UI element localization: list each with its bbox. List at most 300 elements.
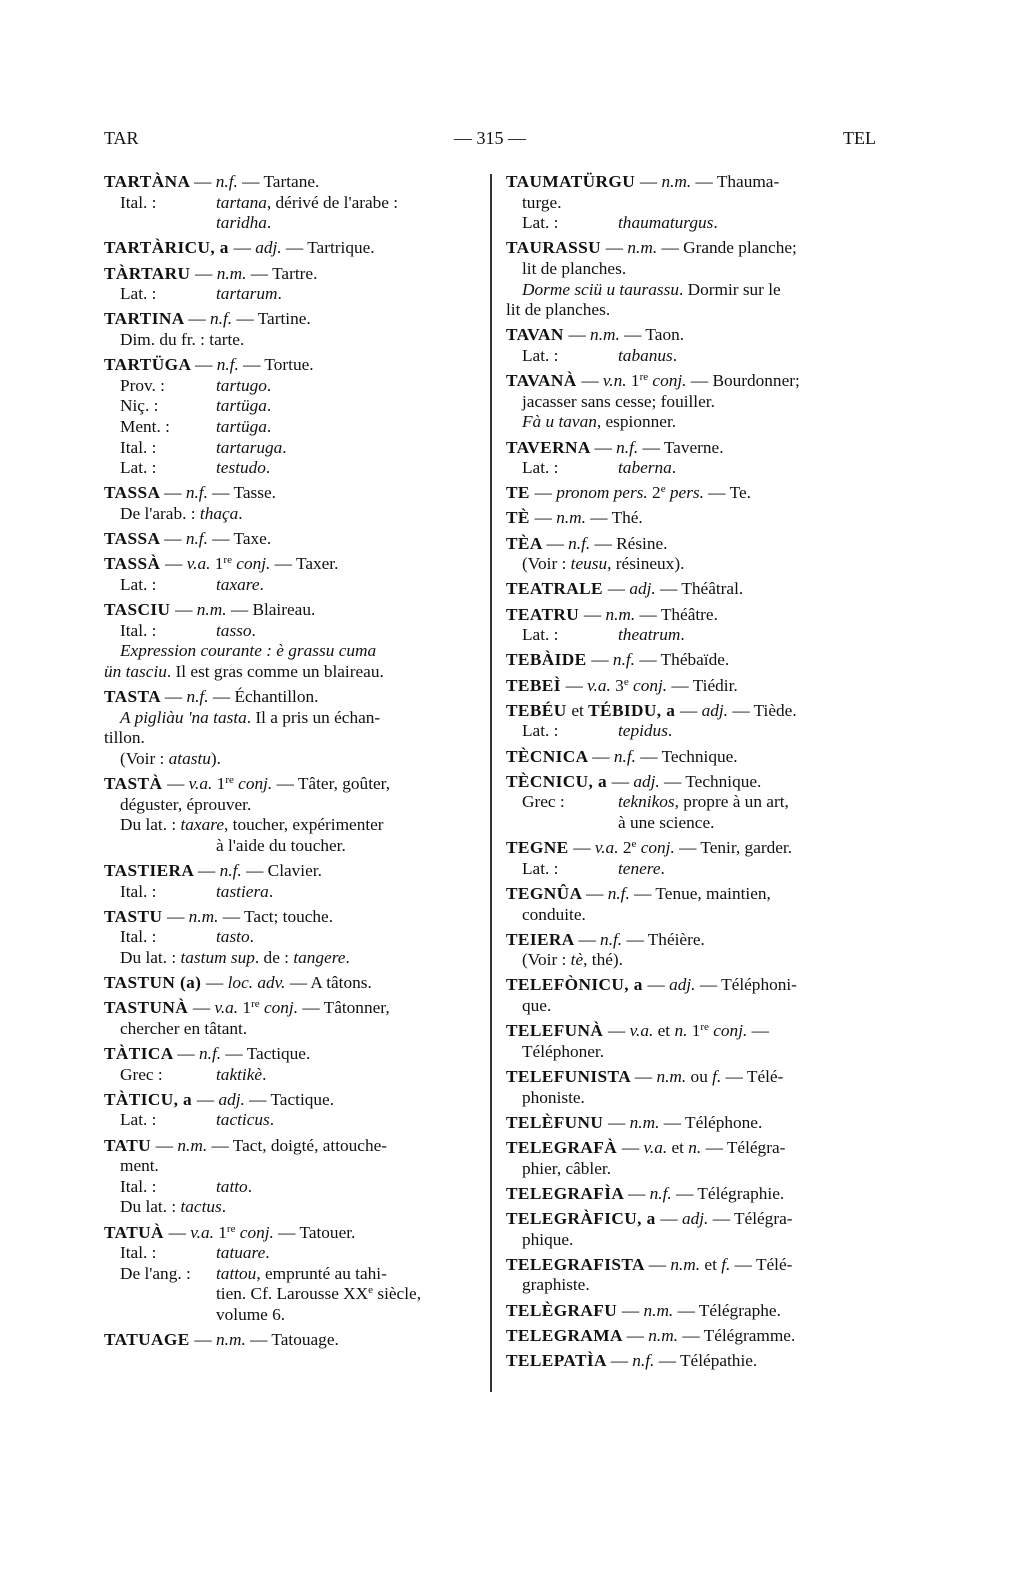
text-run: . <box>269 1110 275 1130</box>
text-run: 2 <box>618 838 632 858</box>
text-run: — <box>177 1044 199 1064</box>
text-run: — <box>546 533 569 553</box>
text-run: — <box>168 1222 191 1242</box>
italic-text: n.m. <box>661 172 692 191</box>
dictionary-entry <box>506 1067 876 1108</box>
text-run: (Voir : <box>522 950 571 970</box>
italic-text: tenere <box>618 858 661 878</box>
entry-detail-line <box>506 458 876 479</box>
superscript: re <box>226 1222 236 1235</box>
text-run: — Taverne. <box>638 437 724 457</box>
entry-detail-line <box>506 346 876 367</box>
text-run: lit de planches. <box>506 300 611 320</box>
headword: TELÈGRAFU <box>506 1300 622 1320</box>
italic-text: Expression courante : è grassu cuma <box>120 641 377 661</box>
superscript: e <box>368 1284 374 1297</box>
text-run: Du lat. : <box>120 815 181 835</box>
entry-headline <box>104 1330 478 1351</box>
entry-headline <box>506 747 876 768</box>
entry-headline <box>506 605 876 626</box>
headword: TÈA <box>506 533 547 553</box>
text-run: — Télégraphe. <box>673 1300 781 1320</box>
headword: TÀTICU, a <box>104 1089 197 1109</box>
headword: TAVANÀ <box>506 371 582 391</box>
text-run: — <box>608 1021 630 1041</box>
text-run: — <box>583 604 606 624</box>
etymology-label: Lat. : <box>120 1110 157 1130</box>
italic-text: tartana <box>216 192 267 212</box>
italic-text: n.m. <box>656 1067 687 1087</box>
entry-detail-line <box>506 813 876 834</box>
entry-headline <box>506 325 876 346</box>
text-run: , toucher, expérimenter <box>224 815 384 835</box>
italic-text: pers. <box>665 483 704 503</box>
italic-text: Dorme sciü u taurassu <box>522 279 679 299</box>
headword: TEBÉU <box>506 700 572 720</box>
text-run: — Tartine. <box>232 309 311 329</box>
text-run: — <box>196 1089 219 1109</box>
dictionary-entry <box>506 650 876 671</box>
italic-text: v.a. <box>214 998 239 1018</box>
dictionary-entry <box>104 483 478 524</box>
text-run: 2 <box>647 483 661 503</box>
italic-text: adj. <box>701 700 728 720</box>
italic-text: v.a. <box>186 554 211 574</box>
etymology-label: Lat. : <box>522 213 559 233</box>
etymology-label: Lat. : <box>522 721 559 741</box>
dictionary-entry <box>506 605 876 646</box>
entry-detail-line <box>104 1177 478 1198</box>
italic-text: tatto <box>216 1176 248 1196</box>
entry-headline <box>506 676 876 697</box>
headword: TÉBIDU, a <box>588 700 680 720</box>
text-run: — Télégra- <box>701 1138 786 1157</box>
entry-headline <box>104 355 478 376</box>
text-run: (Voir : <box>522 554 571 574</box>
text-run: , espionner. <box>596 412 677 432</box>
italic-text: n.m. <box>177 1135 208 1155</box>
text-run: — <box>608 1112 630 1132</box>
etymology-label: Ital. : <box>120 1176 157 1196</box>
entry-headline <box>506 772 876 793</box>
headword: TASSA <box>104 529 165 549</box>
text-run: — Tenue, maintien, <box>629 883 771 903</box>
text-run: — Clavier. <box>241 860 322 880</box>
entry-headline <box>506 1301 876 1322</box>
text-run: — <box>607 579 630 599</box>
etymology-label: Ital. : <box>120 927 157 947</box>
text-run: — <box>192 998 215 1018</box>
dictionary-entry <box>104 309 478 350</box>
italic-text: tattou <box>216 1263 257 1283</box>
text-run: — Télé- <box>721 1067 784 1087</box>
italic-text: n.m. <box>188 906 219 926</box>
text-run: — <box>605 238 628 258</box>
entry-detail-line <box>506 259 876 280</box>
text-run: — <box>610 1350 633 1370</box>
text-run: et <box>700 1254 722 1274</box>
headword: TEGNÛA <box>506 883 587 903</box>
text-run: 1 <box>213 1222 227 1242</box>
text-run: . <box>251 620 256 640</box>
italic-text: ün tasciu <box>104 661 167 681</box>
text-run: , emprunté au tahi- <box>256 1263 387 1283</box>
text-run: — <box>167 906 189 926</box>
entry-detail-line <box>104 1065 478 1086</box>
entry-detail-line <box>506 625 876 646</box>
text-run: — <box>188 309 210 329</box>
italic-text: adj. <box>629 579 656 599</box>
entry-detail-line <box>104 1197 478 1218</box>
text-run: — <box>626 1325 649 1345</box>
entry-headline <box>104 1044 478 1065</box>
entry-headline <box>104 529 478 550</box>
superscript: re <box>639 371 649 384</box>
dictionary-entry <box>506 676 876 697</box>
text-run: 3 <box>610 675 624 695</box>
dictionary-entry <box>506 172 876 234</box>
dictionary-entry <box>104 1330 478 1351</box>
etymology-label: Lat. : <box>120 458 157 478</box>
entry-detail-line <box>506 859 876 880</box>
text-run: — Télégraphie. <box>671 1183 785 1203</box>
entry-detail-line <box>506 950 876 971</box>
text-run: tien. Cf. Larousse XX <box>216 1284 369 1304</box>
italic-text: n.f. <box>219 860 242 880</box>
text-run: . <box>713 213 718 233</box>
headword: TEBÀIDE <box>506 650 592 670</box>
headword: TELEPATÌA <box>506 1350 611 1370</box>
entry-detail-line <box>104 795 478 816</box>
italic-text: conj. <box>233 773 273 793</box>
dictionary-entry <box>506 508 876 529</box>
headword: TASTA <box>104 687 165 706</box>
text-run: — <box>534 483 557 503</box>
headword: TAVERNA <box>506 437 595 457</box>
text-run: — Télégra- <box>708 1208 793 1228</box>
headword: TATUAGE <box>104 1330 195 1350</box>
superscript: e <box>623 675 629 688</box>
text-run: ment. <box>120 1156 159 1176</box>
text-run: , propre à un art, <box>674 792 789 812</box>
text-run: — <box>611 771 634 791</box>
headword: TEIERA <box>506 929 579 949</box>
entry-detail-line <box>104 815 478 836</box>
superscript: re <box>251 998 260 1011</box>
dictionary-entry <box>104 998 478 1039</box>
entry-headline <box>104 238 478 259</box>
headword: TASTIERA <box>104 860 199 880</box>
entry-detail-line <box>506 300 876 321</box>
italic-text: testudo <box>216 458 266 478</box>
entry-headline <box>104 907 478 928</box>
entry-headline <box>506 438 876 459</box>
etymology-label: Ital. : <box>120 881 157 901</box>
text-run: . <box>660 858 665 878</box>
entry-headline <box>104 309 478 330</box>
italic-text: taberna <box>618 458 672 478</box>
text-run: — Tâter, goûter, <box>272 773 391 793</box>
entry-headline <box>506 650 876 671</box>
text-run: — Théâtral. <box>655 579 744 599</box>
entry-detail-line <box>506 213 876 234</box>
dictionary-entry <box>104 973 478 994</box>
italic-text: tacticus <box>216 1110 270 1130</box>
entry-headline <box>506 1184 876 1205</box>
italic-text: taxare <box>180 815 224 835</box>
text-run: De l'arab. : <box>120 503 200 523</box>
dictionary-entry <box>506 747 876 768</box>
text-run: — Tact, doigté, attouche- <box>207 1135 388 1155</box>
text-run: — Télégramme. <box>678 1325 796 1345</box>
text-run: — <box>586 883 608 903</box>
text-run: — <box>621 1300 644 1320</box>
italic-text: n.f. <box>209 309 233 329</box>
headword: TAUMATÜRGU <box>506 172 640 191</box>
text-run: 1 <box>238 998 252 1018</box>
italic-text: v.a. <box>594 838 619 858</box>
text-run: — <box>164 687 187 706</box>
text-run: ). <box>210 748 221 768</box>
italic-text: tastum sup <box>180 947 255 967</box>
italic-text: adj. <box>218 1089 245 1109</box>
italic-text: v.a. <box>587 675 611 695</box>
text-run: . <box>265 1243 270 1263</box>
headword: TASTUNÀ <box>104 998 193 1018</box>
italic-text: n.m. <box>627 238 658 258</box>
entry-detail-line <box>506 193 876 214</box>
entry-headline <box>104 264 478 285</box>
italic-text: taxare <box>216 574 260 594</box>
entry-headline <box>506 1255 876 1276</box>
text-run: et <box>653 1021 675 1041</box>
text-run: — Taxer. <box>270 554 339 574</box>
headword: TÈCNICA <box>506 746 593 766</box>
entry-headline <box>506 1351 876 1372</box>
text-run: tillon. <box>104 728 145 748</box>
headword: TÈCNICU, a <box>506 771 612 791</box>
entry-headline <box>506 975 876 996</box>
italic-text: thaumaturgus <box>618 213 714 233</box>
italic-text: v.a. <box>643 1138 668 1157</box>
text-run: 1 <box>626 371 640 391</box>
text-run: conduite. <box>522 904 586 924</box>
dictionary-entry <box>506 238 876 320</box>
headword: TEATRALE <box>506 579 608 599</box>
text-run: à une science. <box>618 812 715 832</box>
italic-text: taktikè <box>216 1064 263 1084</box>
italic-text: n.m. <box>196 600 227 620</box>
italic-text: n.f. <box>613 746 636 766</box>
text-run: — Téléphone. <box>659 1112 763 1132</box>
text-run: — <box>660 1208 682 1228</box>
headword: TARTINA <box>104 309 189 329</box>
etymology-label: Ment. : <box>120 416 170 436</box>
text-run: graphiste. <box>522 1275 590 1295</box>
dictionary-entry <box>104 264 478 305</box>
dictionary-entry <box>506 371 876 433</box>
italic-text: conj. <box>636 838 675 858</box>
text-run: — Blaireau. <box>226 600 316 620</box>
text-run: — <box>167 773 189 793</box>
headword: TATUÀ <box>104 1222 169 1242</box>
text-run: — <box>565 675 588 695</box>
entry-detail-line <box>104 1305 478 1326</box>
text-run: — A tâtons. <box>285 973 372 993</box>
italic-text: tasto <box>216 927 250 947</box>
left-column <box>104 172 478 1355</box>
entry-detail-line <box>506 1275 876 1296</box>
etymology-label: Grec : <box>522 792 565 812</box>
text-run: 1 <box>212 773 226 793</box>
dictionary-entry <box>506 1351 876 1372</box>
entry-headline <box>104 1090 478 1111</box>
text-run: . <box>238 503 243 523</box>
headword: TARTÀNA <box>104 172 195 191</box>
text-run: que. <box>522 996 552 1016</box>
italic-text: n.m. <box>605 604 636 624</box>
text-run: — <box>233 238 256 258</box>
text-run: — Théière. <box>622 929 705 949</box>
entry-detail-line <box>506 721 876 742</box>
text-run: . <box>282 437 287 457</box>
text-run: (Voir : <box>120 748 169 768</box>
header-first-guideword: TAR <box>104 128 139 148</box>
entry-headline <box>104 172 478 193</box>
italic-text: adj. <box>681 1208 709 1228</box>
etymology-label: Grec : <box>120 1064 163 1084</box>
italic-text: tè <box>570 950 584 970</box>
text-run: et <box>571 700 589 720</box>
text-run: — Tatouer. <box>273 1222 356 1242</box>
text-run: — <box>155 1135 178 1155</box>
entry-headline <box>506 1113 876 1134</box>
text-run: . <box>249 927 254 947</box>
entry-headline <box>104 973 478 994</box>
entry-headline <box>506 1209 876 1230</box>
headword: TE <box>506 483 535 503</box>
etymology-label: Prov. : <box>120 375 165 395</box>
entry-detail-line <box>104 396 478 417</box>
etymology-label: De l'ang. : <box>120 1263 191 1283</box>
text-run: — Télé- <box>730 1254 793 1274</box>
text-run: — <box>195 355 217 375</box>
dictionary-entry <box>104 600 478 682</box>
entry-headline <box>506 838 876 859</box>
text-run: — <box>164 483 186 503</box>
text-run: — <box>573 838 595 858</box>
text-run: siècle, <box>373 1284 422 1304</box>
text-run: . <box>671 458 677 478</box>
entry-detail-line <box>104 927 478 948</box>
headword: TASSÀ <box>104 554 166 574</box>
entry-headline <box>506 579 876 600</box>
text-run: — Résine. <box>590 533 668 553</box>
italic-text: loc. adv. <box>227 973 286 993</box>
text-run: — <box>206 973 228 993</box>
entry-headline <box>506 1326 876 1347</box>
headword: TELEGRÀFICU, a <box>506 1208 661 1228</box>
entry-headline <box>104 861 478 882</box>
text-run: — <box>578 929 601 949</box>
dictionary-entry <box>104 907 478 969</box>
dictionary-entry <box>506 483 876 504</box>
dictionary-entry <box>104 1090 478 1131</box>
dictionary-entry <box>506 772 876 834</box>
entry-headline <box>506 884 876 905</box>
text-run: — Échantillon. <box>208 687 319 706</box>
etymology-label: Ital. : <box>120 192 157 212</box>
superscript: e <box>631 838 637 851</box>
text-run: Téléphoner. <box>522 1041 605 1061</box>
headword: TARTÀRICU, a <box>104 238 234 258</box>
dictionary-entry <box>506 438 876 479</box>
headword: TASTU <box>104 906 168 926</box>
entry-headline <box>506 701 876 722</box>
text-run: phique. <box>522 1229 574 1249</box>
headword: TASTUN (a) <box>104 973 207 993</box>
text-run: , dérivé de l'arabe : <box>266 192 399 212</box>
text-run: — Thé. <box>585 508 643 528</box>
italic-text: n.m. <box>216 263 247 283</box>
entry-detail-line <box>104 284 478 305</box>
entry-detail-line <box>104 438 478 459</box>
italic-text: n.f. <box>185 529 208 549</box>
entry-detail-line <box>104 708 478 729</box>
text-run: — Tasse. <box>207 483 276 503</box>
entry-detail-line <box>104 458 478 479</box>
headword: TELEFUNISTA <box>506 1067 635 1087</box>
etymology-label: Lat. : <box>522 858 559 878</box>
running-header <box>104 128 876 152</box>
italic-text: n.f. <box>199 1044 222 1064</box>
text-run: chercher en tâtant. <box>120 1018 248 1038</box>
page-number: — 315 — <box>454 128 526 148</box>
entry-detail-line <box>104 1156 478 1177</box>
italic-text: conj. <box>708 1021 748 1041</box>
italic-text: n.m. <box>216 1330 246 1350</box>
text-run: . de : <box>254 947 294 967</box>
text-run: — <box>679 700 702 720</box>
entry-detail-line <box>104 417 478 438</box>
dictionary-entry <box>506 1326 876 1347</box>
text-run: . <box>266 396 272 416</box>
entry-headline <box>104 998 478 1019</box>
text-run: — Tâtonner, <box>298 998 390 1018</box>
text-run: — <box>581 371 603 391</box>
entry-headline <box>104 483 478 504</box>
italic-text: n.m. <box>556 508 586 528</box>
entry-detail-line <box>506 412 876 433</box>
dictionary-entry <box>104 554 478 595</box>
italic-text: n.f. <box>607 883 630 903</box>
dictionary-entry <box>506 1113 876 1134</box>
text-run: jacasser sans cesse; fouiller. <box>522 391 715 411</box>
headword: TARTÜGA <box>104 355 196 375</box>
italic-text: tartarum <box>216 284 278 304</box>
dictionary-entry <box>104 355 478 479</box>
italic-text: n. <box>674 1021 688 1041</box>
text-run: . <box>265 458 271 478</box>
italic-text: tartaruga <box>216 437 283 457</box>
entry-detail-line <box>506 1230 876 1251</box>
text-run: , résineux). <box>607 554 685 574</box>
etymology-label: Lat. : <box>120 284 157 304</box>
entry-detail-line <box>104 1110 478 1131</box>
text-run: — Télépathie. <box>654 1350 758 1370</box>
dictionary-entry <box>506 884 876 925</box>
text-run: Du lat. : <box>120 947 181 967</box>
